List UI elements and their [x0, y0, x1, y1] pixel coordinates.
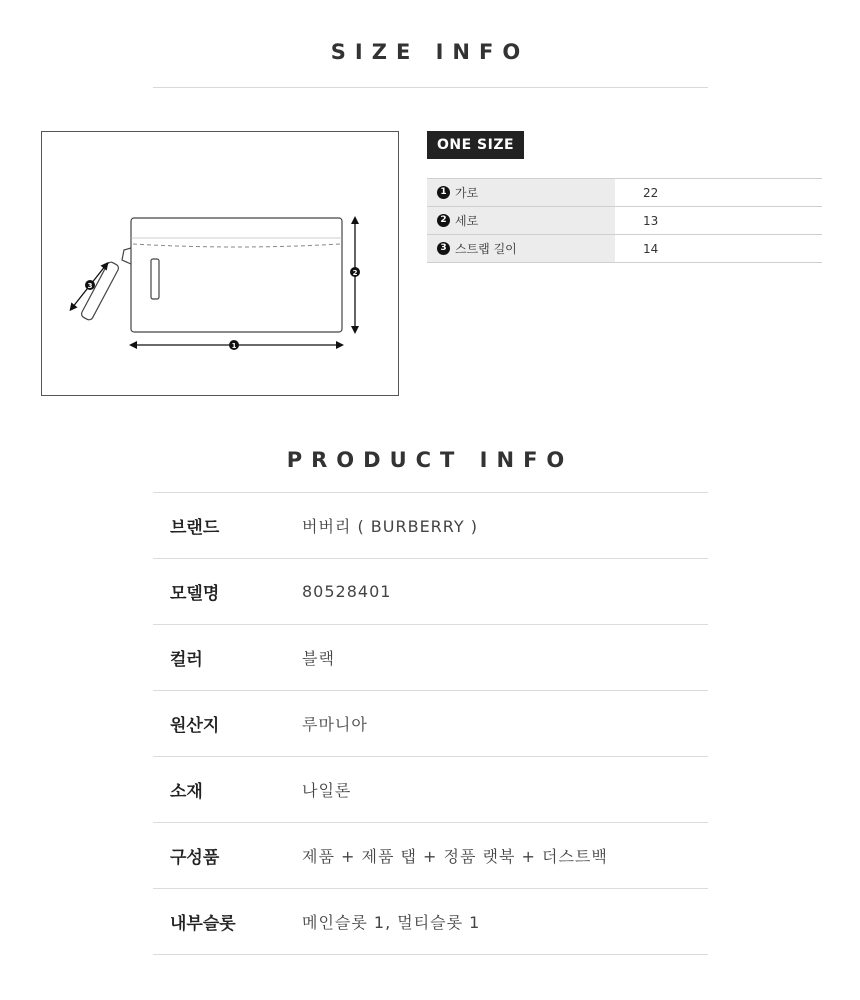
info-value: 나일론 [302, 781, 352, 800]
number-badge-icon: 2 [437, 214, 450, 227]
info-label: 소재 [170, 782, 203, 802]
size-table [427, 178, 822, 263]
zipper-pull-shape [151, 259, 159, 299]
size-row-width [427, 179, 822, 207]
size-row-height [427, 207, 822, 235]
info-value: 버버리 ( BURBERRY ) [302, 517, 478, 536]
product-info-title: PRODUCT INFO [286, 448, 574, 472]
info-value: 제품 + 제품 탭 + 정품 랫북 + 더스트백 [302, 847, 608, 866]
info-row-slots [153, 889, 708, 955]
pouch-body-shape [131, 218, 342, 332]
size-diagram [41, 131, 399, 396]
product-info-table [153, 492, 708, 955]
info-row-model [153, 559, 708, 625]
size-info-divider [153, 87, 708, 88]
size-label: 가로 [455, 186, 479, 200]
info-label: 내부슬롯 [170, 914, 236, 934]
diagram-marker-2: 2 [352, 269, 358, 277]
size-value: 14 [643, 241, 659, 256]
number-badge-icon: 1 [437, 186, 450, 199]
size-value: 22 [643, 185, 659, 200]
one-size-badge: ONE SIZE [427, 131, 524, 159]
size-value: 13 [643, 213, 659, 228]
info-value: 메인슬롯 1, 멀티슬롯 1 [302, 913, 481, 932]
info-row-brand [153, 493, 708, 559]
info-value: 80528401 [302, 582, 392, 601]
info-row-origin [153, 691, 708, 757]
pouch-illustration [42, 132, 398, 395]
size-label: 세로 [455, 214, 479, 228]
info-label: 브랜드 [170, 518, 220, 538]
diagram-marker-1: 1 [231, 342, 237, 350]
info-value: 루마니아 [302, 715, 368, 734]
info-row-components [153, 823, 708, 889]
size-info-title: SIZE INFO [330, 40, 530, 64]
number-badge-icon: 3 [437, 242, 450, 255]
info-label: 구성품 [170, 848, 220, 868]
info-label: 모델명 [170, 584, 220, 604]
info-row-color [153, 625, 708, 691]
info-value: 블랙 [302, 649, 335, 668]
diagram-marker-3: 3 [87, 282, 93, 290]
info-label: 원산지 [170, 716, 220, 736]
info-label: 컬러 [170, 650, 203, 670]
info-row-material [153, 757, 708, 823]
size-row-strap [427, 235, 822, 263]
size-label: 스트랩 길이 [455, 242, 517, 256]
